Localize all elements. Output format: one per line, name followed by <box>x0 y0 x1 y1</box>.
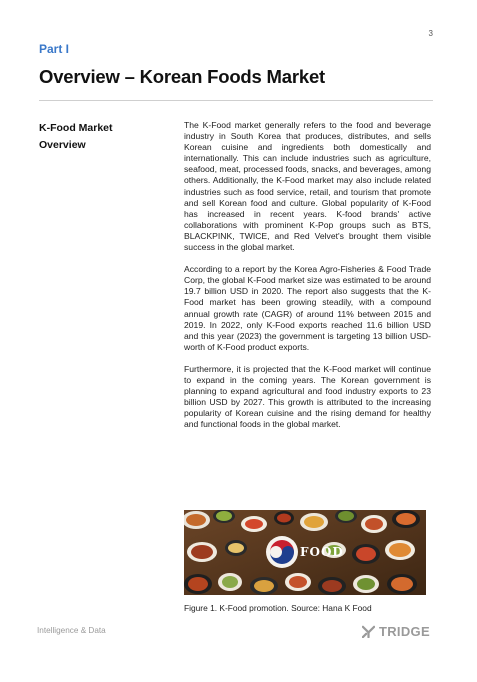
section-heading <box>39 120 159 154</box>
figure-caption: Figure 1. K-Food promotion. Source: Hana K Food <box>184 603 372 613</box>
tridge-logo-icon <box>362 625 375 638</box>
title-divider <box>39 100 433 101</box>
body-text <box>184 120 431 441</box>
kfood-promo-image <box>184 510 426 595</box>
tridge-brand-text: TRIDGE <box>379 624 430 639</box>
page-number: 3 <box>428 29 433 38</box>
paragraph-1: The K-Food market generally refers to the food and beverage industry in South Korea that produces, distributes, and sells Korean cuisine and ingredients both domestically and internationally. This can include industries such as agriculture, seafood, meat, processed foods, snacks, and beverages, among others. Additionally, the K-Food market may also include related industries such as food service, retail, and tourism that promote and sell Korean food and culture. Global popularity of K-Food has increased in recent years. K-food brands' active collaborations with prominent K-Pop groups such as BTS, BLACKPINK, TWICE, and Red Velvet's brought them visible success in the global market. <box>184 120 431 253</box>
section-heading-line1: K-Food Market <box>39 122 113 134</box>
paragraph-2: According to a report by the Korea Agro-Fisheries & Food Trade Corp, the global K-Food market size was estimated to be around 19.7 billion USD in 2020. The report also suggests that the K-Food market has been growing steadily, with a compound annual growth rate (CAGR) of around 11% between 2015 and 2019. In 2022, only K-Food exports reached 11.6 billion USD and this year (2023) the government is targeting 13 billion USD-worth of K-Food product exports. <box>184 264 431 352</box>
footer-left-text: Intelligence & Data <box>37 626 106 635</box>
page-title: Overview – Korean Foods Market <box>39 66 325 87</box>
paragraph-3: Furthermore, it is projected that the K-Food market will continue to expand in the coming years. The Korean government is planning to expand agricultural and food industry exports to 23 billion USD by 2027. This growth is attributed to the increasing popularity of Korean cuisine and the rising demand for healthy and functional foods in the global market. <box>184 363 431 430</box>
part-label: Part I <box>39 42 70 56</box>
footer-brand <box>362 624 430 639</box>
section-heading-line2: Overview <box>39 139 86 151</box>
promo-food-logo: FOOD <box>300 545 344 559</box>
